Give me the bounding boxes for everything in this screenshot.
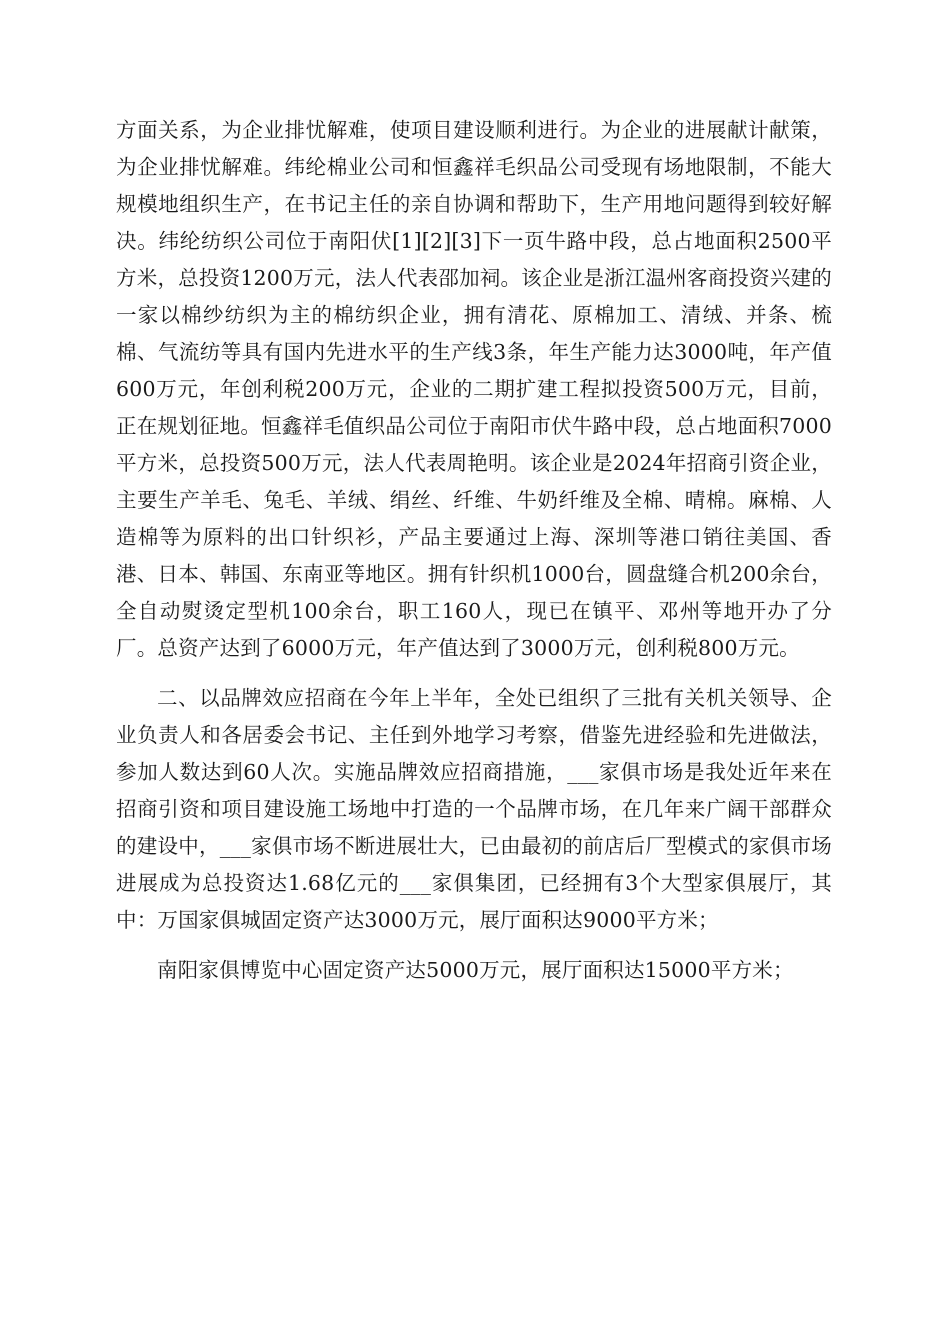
document-page	[116, 112, 832, 989]
paragraph-2: 二、以品牌效应招商在今年上半年，全处已组织了三批有关机关领导、企业负责人和各居委会书记、主任到外地学习考察，借鉴先进经验和先进做法，参加人数达到60人次。实施品牌效应招商措施，___家俱市场是我处近年来在招商引资和项目建设施工场地中打造的一个品牌市场，在几年来广阔干部群众的建设中，___家俱市场不断进展壮大，已由最初的前店后厂型模式的家俱市场进展成为总投资达1.68亿元的___家俱集团，已经拥有3个大型家俱展厅，其中：万国家俱城固定资产达3000万元，展厅面积达9000平方米；	[116, 686, 832, 932]
paragraph-1: 方面关系，为企业排忧解难，使项目建设顺利进行。为企业的进展献计献策，为企业排忧解难。纬纶棉业公司和恒鑫祥毛织品公司受现有场地限制，不能大规模地组织生产，在书记主任的亲自协调和帮助下，生产用地问题得到较好解决。纬纶纺织公司位于南阳伏[1][2][3]下一页牛路中段，总占地面积2500平方米，总投资1200万元，法人代表邵加祠。该企业是浙江温州客商投资兴建的一家以棉纱纺织为主的棉纺织企业，拥有清花、原棉加工、清绒、并条、梳棉、气流纺等具有国内先进水平的生产线3条，年生产能力达3000吨，年产值600万元，年创利税200万元，企业的二期扩建工程拟投资500万元，目前，正在规划征地。恒鑫祥毛值织品公司位于南阳市伏牛路中段，总占地面积7000平方米，总投资500万元，法人代表周艳明。该企业是2024年招商引资企业，主要生产羊毛、兔毛、羊绒、绢丝、纤维、牛奶纤维及全棉、晴棉。麻棉、人造棉等为原料的出口针织衫，产品主要通过上海、深圳等港口销往美国、香港、日本、韩国、东南亚等地区。拥有针织机1000台，圆盘缝合机200余台，全自动熨烫定型机100余台，职工160人，现已在镇平、邓州等地开办了分厂。总资产达到了6000万元，年产值达到了3000万元，创利税800万元。	[116, 118, 832, 660]
paragraph-3: 南阳家俱博览中心固定资产达5000万元，展厅面积达15000平方米；	[157, 958, 794, 982]
